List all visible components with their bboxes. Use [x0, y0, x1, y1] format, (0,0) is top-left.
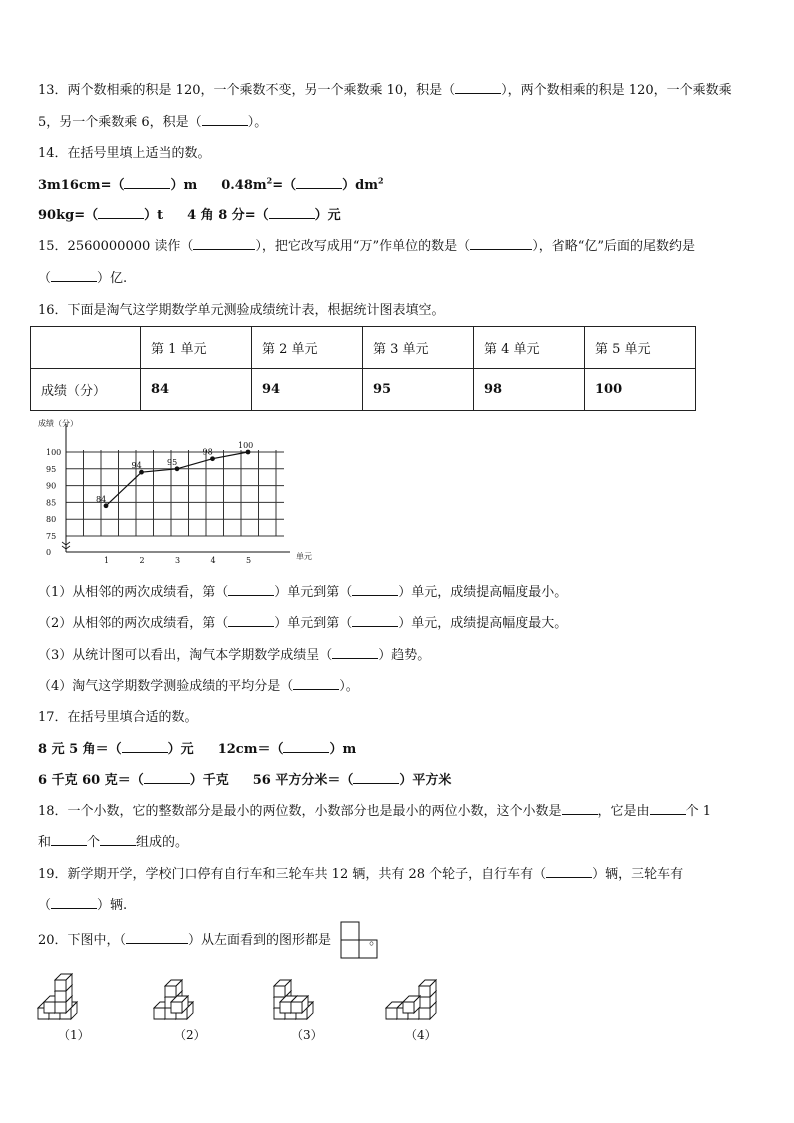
x-tick-label: 2 [139, 556, 145, 565]
y-tick-label: 75 [46, 532, 57, 541]
table-header-cell: 第 1 单元 [141, 327, 252, 369]
q13-blank-2[interactable] [202, 114, 248, 126]
chart-xlabel: 单元 [296, 552, 312, 561]
q16-sub4: （4）淘气这学期数学测验成绩的平均分是（ ）。 [38, 679, 359, 694]
q15-line1: 15．2560000000 读作（ ），把它改写成用“万”作单位的数是（ ），省略“亿”后面的尾数约是 [38, 239, 695, 254]
q17-blank-a[interactable] [122, 741, 168, 753]
table-header-cell: 第 5 单元 [585, 327, 696, 369]
cube-face [165, 986, 176, 997]
q14-title: 14．在括号里填上适当的数。 [38, 146, 211, 161]
y-tick-label: 95 [46, 464, 57, 474]
score-table [30, 326, 696, 411]
q13-line1: 13．两个数相乘的积是 120，一个乘数不变，另一个乘数乘 10，积是（ ），两个数相乘的积是 120，一个乘数乘 [38, 83, 732, 98]
q17-blank-d[interactable] [353, 772, 399, 784]
left-view-shape [340, 921, 380, 961]
q14-blank-a[interactable] [124, 177, 170, 189]
data-label: 100 [238, 441, 254, 450]
table-header-row [31, 327, 696, 369]
q14-row2: 90kg=（ ）t 4 角 8 分=（ ）元 [38, 208, 341, 223]
y-tick-label: 90 [46, 481, 57, 491]
x-tick-label: 3 [175, 556, 181, 565]
q13-blank-1[interactable] [455, 82, 501, 94]
q14-blank-d[interactable] [269, 207, 315, 219]
q18-line2: 和 个 组成的。 [38, 835, 189, 850]
q17-row2: 6 千克 60 克＝（ ）千克 56 平方分米＝（ ）平方米 [38, 773, 452, 788]
cube-label-3: （3） [291, 1028, 323, 1042]
table-header-cell: 第 3 单元 [363, 327, 474, 369]
x-tick-label: 4 [210, 556, 216, 565]
q19-line2: （ ）辆. [38, 898, 128, 913]
cube-face [55, 980, 66, 991]
q16-sub1: （1）从相邻的两次成绩看，第（ ）单元到第（ ）单元，成绩提高幅度最小。 [38, 585, 568, 600]
cube-label-4: （4） [405, 1028, 437, 1042]
q19-line1: 19．新学期开学，学校门口停有自行车和三轮车共 12 辆，共有 28 个轮子，自行车有（ ）辆，三轮车有 [38, 867, 684, 882]
q14-blank-c[interactable] [98, 207, 144, 219]
score-cell: 95 [363, 369, 474, 411]
cube-face [403, 1002, 414, 1013]
chart-marks [96, 441, 253, 508]
cube-face [154, 1008, 165, 1019]
q16-title: 16．下面是淘气这学期数学单元测验成绩统计表，根据统计图表填空。 [38, 303, 445, 318]
q20-line: 20．下图中，（ ）从左面看到的图形都是 。 [38, 933, 383, 948]
q17-row1: 8 元 5 角＝（ ）元 12cm＝（ ）m [38, 742, 357, 757]
q16-blank-4[interactable] [352, 615, 398, 627]
score-line-chart [28, 418, 328, 568]
score-cell: 100 [585, 369, 696, 411]
chart-title: 成绩（分） [38, 419, 78, 428]
q18-blank-2[interactable] [650, 803, 686, 815]
y-tick-label: 80 [46, 515, 57, 525]
q18-blank-3[interactable] [51, 834, 87, 846]
cube-face [274, 986, 285, 997]
cube-figure-2 [152, 966, 224, 1021]
cube-face [280, 1002, 291, 1013]
q14-blank-b[interactable] [296, 177, 342, 189]
chart-axes [46, 424, 290, 565]
data-point [139, 470, 144, 475]
cube-face [419, 997, 430, 1008]
cube-face [171, 1002, 182, 1013]
cube-face [44, 1002, 55, 1013]
data-point [175, 466, 180, 471]
row-label: 成绩（分） [31, 369, 141, 411]
q19-blank-1[interactable] [546, 866, 592, 878]
data-point [104, 503, 109, 508]
q16-sub3: （3）从统计图可以看出，淘气本学期数学成绩呈（ ）趋势。 [38, 648, 431, 663]
score-cell: 84 [141, 369, 252, 411]
cube-face [419, 1008, 430, 1019]
q16-blank-3[interactable] [228, 615, 274, 627]
q16-blank-2[interactable] [352, 584, 398, 596]
q16-sub2: （2）从相邻的两次成绩看，第（ ）单元到第（ ）单元，成绩提高幅度最大。 [38, 616, 568, 631]
score-cell: 98 [474, 369, 585, 411]
q18-blank-4[interactable] [100, 834, 136, 846]
q16-blank-5[interactable] [332, 647, 378, 659]
cube-face [55, 1002, 66, 1013]
q15-line2: （ ）亿. [38, 271, 128, 286]
data-label: 94 [131, 461, 142, 471]
score-cell: 94 [252, 369, 363, 411]
q18-blank-1[interactable] [562, 803, 598, 815]
table-header-cell [31, 327, 141, 369]
q17-blank-b[interactable] [283, 741, 329, 753]
data-point [246, 450, 251, 455]
cube-face [386, 1008, 397, 1019]
cube-label-2: （2） [174, 1028, 206, 1042]
q13-line2: 5，另一个乘数乘 6，积是（ ）。 [38, 115, 268, 130]
cube-figure-3 [272, 966, 344, 1021]
cube-figure-1 [36, 966, 108, 1021]
q15-blank-1[interactable] [193, 238, 255, 250]
table-header-cell: 第 4 单元 [474, 327, 585, 369]
y-tick-label: 0 [46, 548, 52, 557]
data-label: 95 [167, 457, 178, 467]
cube-figure-4 [384, 966, 456, 1021]
data-point [210, 456, 215, 461]
y-tick-label: 85 [46, 498, 57, 508]
cube-face [419, 986, 430, 997]
cube-label-1: （1） [58, 1028, 90, 1042]
data-label: 98 [202, 447, 213, 457]
cube-face [55, 991, 66, 1002]
q20-blank[interactable] [126, 932, 188, 944]
table-header-cell: 第 2 单元 [252, 327, 363, 369]
cube-face [291, 1002, 302, 1013]
q16-blank-6[interactable] [293, 678, 339, 690]
table-row [31, 369, 696, 411]
q15-blank-3[interactable] [51, 270, 97, 282]
y-tick-label: 100 [46, 448, 62, 457]
q19-blank-2[interactable] [51, 897, 97, 909]
q14-row1: 3m16cm=（ ）m $0.48m^2=$（ ）$dm^2$ [38, 175, 384, 193]
q18-line1: 18．一个小数，它的整数部分是最小的两位数，小数部分也是最小的两位小数，这个小数是 ，它是由 个 1 [38, 804, 711, 819]
x-tick-label: 5 [246, 556, 252, 565]
q17-title: 17．在括号里填合适的数。 [38, 710, 198, 725]
data-label: 84 [96, 494, 107, 504]
q16-blank-1[interactable] [228, 584, 274, 596]
x-tick-label: 1 [104, 556, 110, 565]
q15-blank-2[interactable] [470, 238, 532, 250]
q17-blank-c[interactable] [144, 772, 190, 784]
